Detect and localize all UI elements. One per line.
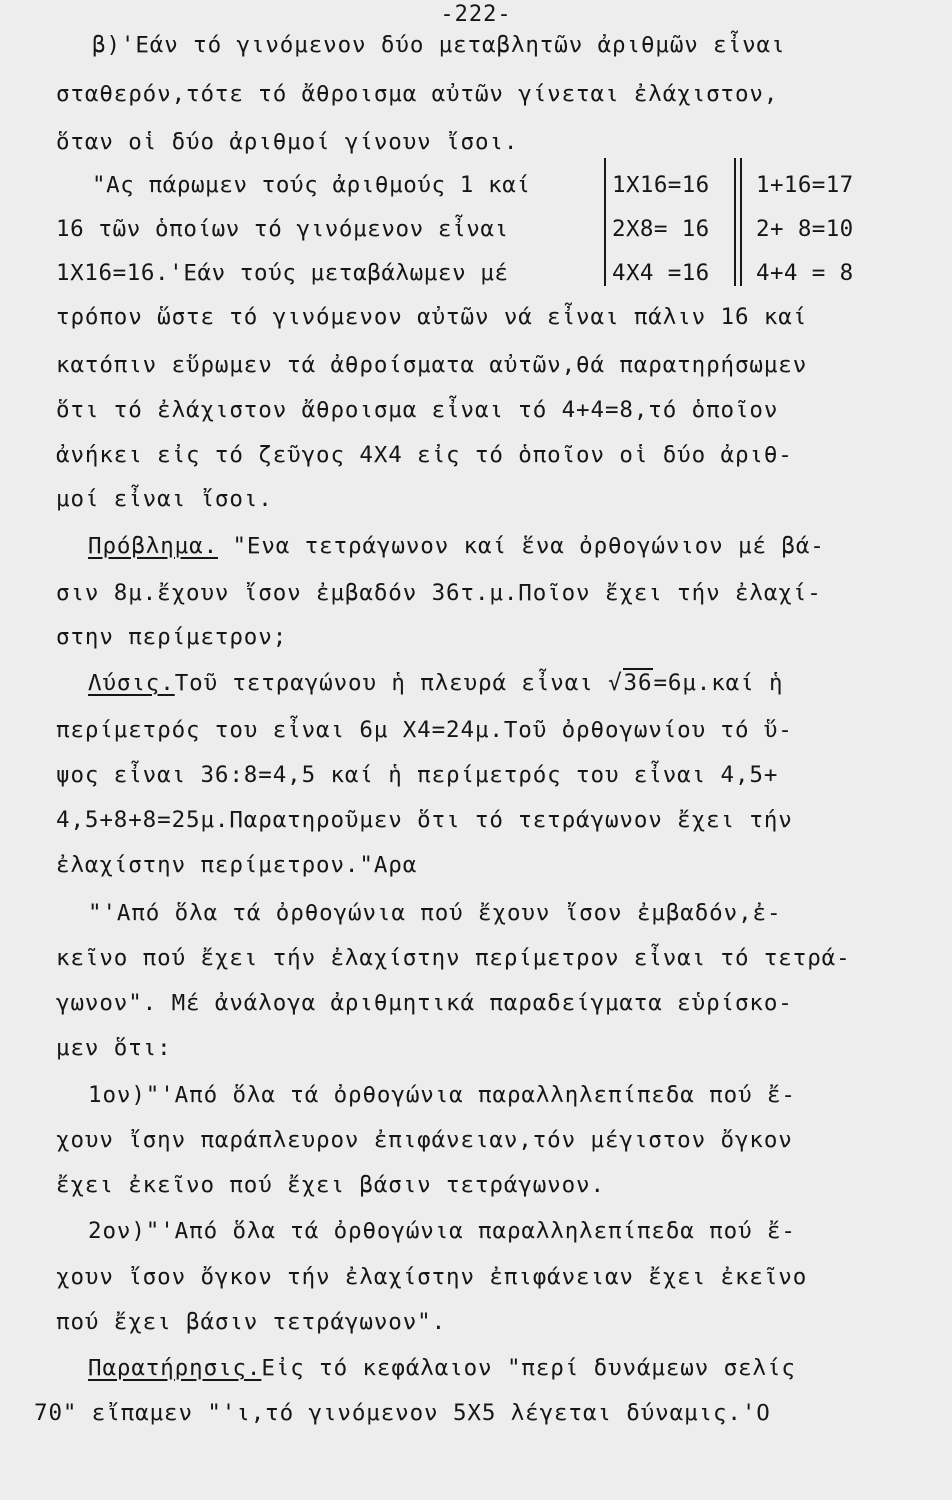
text-line: 2ον)"'Από ὅλα τά ὀρθογώνια παραλληλεπίπεδα πού ἔ- [88, 1218, 796, 1244]
remark-heading: Παρατήρησις. [88, 1355, 262, 1381]
text-line: ὅτι τό ἐλάχιστον ἄθροισμα εἶναι τό 4+4=8,τό ὁποῖον [56, 397, 779, 423]
text-line: 1Χ16=16.'Εάν τούς μεταβάλωμεν μέ [56, 260, 509, 286]
text-line: 70" εἴπαμεν "'ι,τό γινόμενον 5Χ5 λέγεται δύναμις.'Ο [34, 1400, 771, 1426]
remark-line [88, 1353, 796, 1383]
square-root [608, 668, 653, 698]
problem-line [88, 531, 825, 561]
text-line: κατόπιν εὕρωμεν τά ἀθροίσματα αὐτῶν,θά παρατηρήσωμεν [56, 352, 808, 378]
text-line: ἀνήκει εἰς τό ζεῦγος 4Χ4 εἰς τό ὁποῖον οἱ δύο ἀριθ- [56, 442, 793, 468]
solution-line [88, 668, 783, 698]
text-line: 4,5+8+8=25μ.Παρατηροῦμεν ὅτι τό τετράγωνον ἔχει τήν [56, 807, 793, 833]
text-line: ἐλαχίστην περίμετρον."Αρα [56, 852, 418, 878]
text-line: γωνον". Μέ ἀνάλογα ἀριθμητικά παραδείγματα εὑρίσκο- [56, 990, 793, 1016]
problem-heading: Πρόβλημα. [88, 533, 219, 559]
text-line: ψος εἶναι 36:8=4,5 καί ἡ περίμετρός του εἶναι 4,5+ [56, 762, 779, 788]
text-line: χουν ἴσην παράπλευρον ἐπιφάνειαν,τόν μέγιστον ὄγκον [56, 1127, 793, 1153]
text-line: σταθερόν,τότε τό ἄθροισμα αὐτῶν γίνεται ἐλάχιστον, [56, 81, 779, 107]
text-line: μοί εἶναι ἴσοι. [56, 486, 273, 512]
text-line: χουν ἴσον ὄγκον τήν ἐλαχίστην ἐπιφάνειαν ἔχει ἐκεῖνο [56, 1264, 808, 1290]
text-line: ἔχει ἐκεῖνο πού ἔχει βάσιν τετράγωνον. [56, 1172, 605, 1198]
text-line: πού ἔχει βάσιν τετράγωνον". [56, 1309, 447, 1335]
table-divider-left [604, 158, 606, 286]
problem-text: "Ενα τετράγωνον καί ἕνα ὀρθογώνιον μέ βά- [218, 533, 825, 559]
radical-sign-icon: √ [608, 670, 623, 696]
sum-cell: 2+ 8=10 [756, 216, 854, 242]
radicand: 36 [623, 670, 653, 696]
product-cell: 1Χ16=16 [612, 172, 710, 198]
text-line: κεῖνο πού ἔχει τήν ἐλαχίστην περίμετρον εἶναι τό τετρά- [56, 945, 851, 971]
table-divider-double-b [740, 158, 742, 286]
solution-heading: Λύσις. [88, 670, 175, 696]
solution-text: Τοῦ τετραγώνου ἡ πλευρά εἶναι [174, 670, 609, 696]
page-number: -222- [440, 2, 512, 27]
text-line: τρόπον ὥστε τό γινόμενον αὐτῶν νά εἶναι πάλιν 16 καί [56, 304, 808, 330]
text-line: β)'Εάν τό γινόμενον δύο μεταβλητῶν ἀριθμῶν εἶναι [92, 32, 786, 58]
solution-text: =6μ.καί ἡ [653, 670, 784, 696]
text-line: "Ας πάρωμεν τούς ἀριθμούς 1 καί [92, 172, 531, 198]
sum-cell: 1+16=17 [756, 172, 854, 198]
remark-text: Εἰς τό κεφάλαιον "περί δυνάμεων σελίς [261, 1355, 796, 1381]
product-cell: 2Χ8= 16 [612, 216, 710, 242]
text-line: σιν 8μ.ἔχουν ἴσον ἐμβαδόν 36τ.μ.Ποῖον ἔχει τήν ἐλαχί- [56, 580, 822, 606]
table-divider-double-a [734, 158, 736, 286]
text-line: 1ον)"'Από ὅλα τά ὀρθογώνια παραλληλεπίπεδα πού ἔ- [88, 1082, 796, 1108]
sum-cell: 4+4 = 8 [756, 260, 854, 286]
text-line: μεν ὅτι: [56, 1035, 172, 1061]
text-line: στην περίμετρον; [56, 624, 288, 650]
product-cell: 4Χ4 =16 [612, 260, 710, 286]
text-line: περίμετρός του εἶναι 6μ Χ4=24μ.Τοῦ ὀρθογωνίου τό ὕ- [56, 717, 793, 743]
text-line: 16 τῶν ὁποίων τό γινόμενον εἶναι [56, 216, 509, 242]
text-line: "'Από ὅλα τά ὀρθογώνια πού ἔχουν ἴσον ἐμβαδόν,ἐ- [88, 900, 782, 926]
text-line: ὅταν οἱ δύο ἀριθμοί γίνουν ἴσοι. [56, 129, 519, 155]
